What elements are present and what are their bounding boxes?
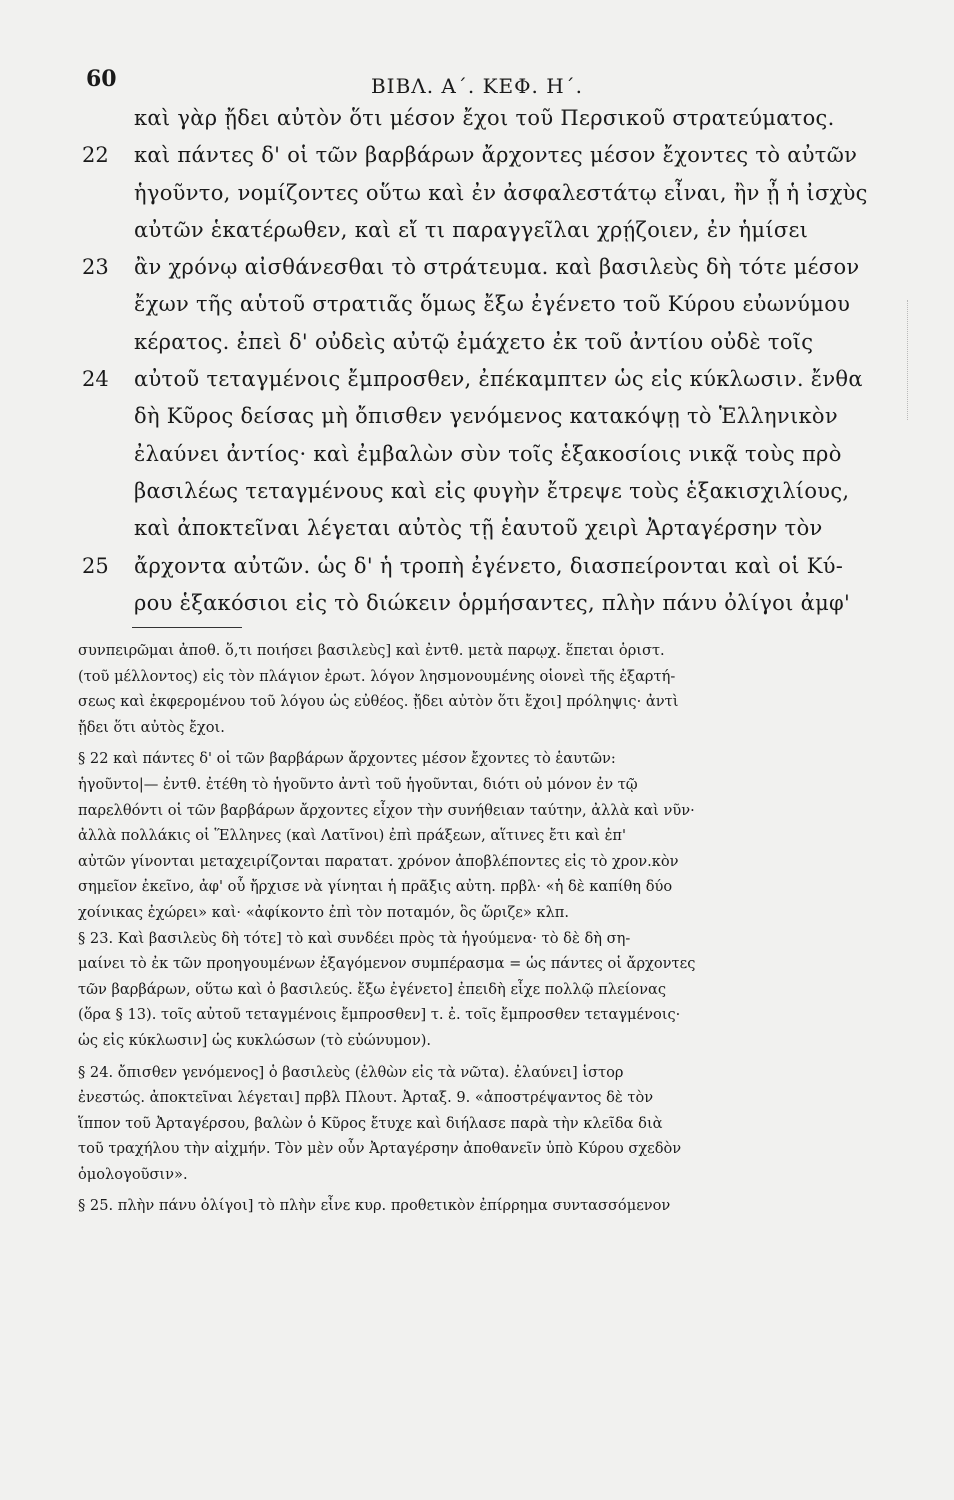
note-line: § 25. πλὴν πάνυ ὀλίγοι] τὸ πλὴν εἶνε κυρ. προθετικὸν ἐπίρρημα συντασσόμενον — [78, 1197, 671, 1215]
note-line: (ὅρα § 13). τοῖς αὐτοῦ τεταγμένοις ἔμπροσθεν] τ. ἐ. τοῖς ἔμπροσθεν τεταγμένοις· — [78, 1006, 681, 1024]
note-line: ἀλλὰ πολλάκις οἱ Ἕλληνες (καὶ Λατῖνοι) ἐπὶ πράξεων, αἵτινες ἔτι καὶ ἐπ' — [78, 827, 627, 845]
note-line: συνπειρῶμαι ἀποθ. ὅ,τι ποιήσει βασιλεὺς] καὶ ἐντθ. μετὰ παρῳχ. ἕπεται ὁριστ. — [78, 642, 665, 659]
line-text: ἔχων τῆς αὑτοῦ στρατιᾶς ὅμως ἔξω ἐγένετο τοῦ Κύρου εὐωνύμου — [134, 292, 851, 317]
note-line: § 24. ὄπισθεν γενόμενος] ὁ βασιλεὺς (ἐλθὼν εἰς τὰ νῶτα). ἐλαύνει] ἱστορ — [78, 1063, 624, 1081]
text-line — [82, 249, 902, 286]
note-line: σεως καὶ ἐκφερομένου τοῦ λόγου ὡς εὐθέος. ᾔδει αὐτὸν ὅτι ἔχοι] πρόληψις· ἀντὶ — [78, 693, 679, 711]
text-line — [82, 548, 902, 585]
text-line — [82, 510, 902, 547]
line-text: καὶ γὰρ ᾔδει αὐτὸν ὅτι μέσον ἔχοι τοῦ Περσικοῦ στρατεύματος. — [134, 106, 835, 130]
line-text: ἡγοῦντο, νομίζοντες οὕτω καὶ ἐν ἀσφαλεστάτῳ εἶναι, ἢν ᾖ ἡ ἰσχὺς — [134, 180, 868, 205]
line-text: ἂν χρόνῳ αἰσθάνεσθαι τὸ στράτευμα. καὶ βασιλεὺς δὴ τότε μέσον — [134, 255, 860, 280]
note-line: § 23. Καὶ βασιλεὺς δὴ τότε] τὸ καὶ συνδέει πρὸς τὰ ἡγούμενα· τὸ δὲ δὴ ση- — [78, 929, 631, 947]
note-line: τῶν βαρβάρων, οὕτω καὶ ὁ βασιλεύς. ἔξω ἐγένετο] ἐπειδὴ εἶχε πολλῷ πλείονας — [78, 980, 666, 998]
line-text: αὐτῶν ἑκατέρωθεν, καὶ εἴ τι παραγγεῖλαι χρῄζοιεν, ἐν ἡμίσει — [134, 217, 809, 242]
text-line — [82, 398, 902, 435]
text-line — [82, 286, 902, 323]
text-line — [82, 585, 902, 622]
text-line — [82, 324, 902, 361]
line-text: αὐτοῦ τεταγμένοις ἔμπροσθεν, ἐπέκαμπτεν ὡς εἰς κύκλωσιν. ἔνθα — [134, 367, 863, 392]
line-text: βασιλέως τεταγμένους καὶ εἰς φυγὴν ἔτρεψε τοὺς ἑξακισχιλίους, — [134, 478, 850, 503]
text-line — [82, 361, 902, 398]
text-line — [82, 212, 902, 249]
text-line — [82, 137, 902, 174]
note-line: ὁμολογοῦσιν». — [78, 1165, 188, 1183]
footnote-rule — [132, 627, 242, 628]
line-text: ρου ἑξακόσιοι εἰς τὸ διώκειν ὁρμήσαντες, πλὴν πάνυ ὀλίγοι ἀμφ' — [134, 590, 851, 615]
line-text: καὶ πάντες δ' οἱ τῶν βαρβάρων ἄρχοντες μέσον ἔχοντες τὸ αὐτῶν — [134, 143, 858, 168]
note-line: τοῦ τραχήλου τὴν αἰχμήν. Τὸν μὲν οὖν Ἀρταγέρσην ἀποθανεῖν ὑπὸ Κύρου σχεδὸν — [78, 1140, 682, 1158]
note-line: παρελθόντι οἱ τῶν βαρβάρων ἄρχοντες εἶχον τὴν συνήθειαν ταύτην, ἀλλὰ καὶ νῦν· — [78, 801, 695, 819]
running-head: ΒΙΒΛ. Α΄. ΚΕΦ. Η΄. — [370, 74, 584, 98]
line-text: καὶ ἀποκτεῖναι λέγεται αὐτὸς τῇ ἑαυτοῦ χειρὶ Ἀρταγέρσην τὸν — [134, 516, 823, 541]
main-text-block — [82, 100, 902, 622]
section-number: 25 — [82, 553, 109, 578]
text-line — [82, 100, 902, 137]
section-number: 22 — [82, 143, 109, 168]
text-line — [82, 436, 902, 473]
note-line: (τοῦ μέλλοντος) εἰς τὸν πλάγιον ἐρωτ. λόγον λησμονουμένης οἱονεὶ τῆς ἐξαρτή- — [78, 667, 676, 685]
note-line: ᾔδει ὅτι αὐτὸς ἔχοι. — [78, 718, 225, 736]
line-text: ἐλαύνει ἀντίος· καὶ ἐμβαλὼν σὺν τοῖς ἑξακοσίοις νικᾷ τοὺς πρὸ — [134, 441, 842, 466]
page-number: 60 — [86, 66, 117, 92]
page-edge-mark — [907, 300, 950, 420]
section-number: 24 — [82, 367, 109, 392]
note-line: χοίνικας ἐχώρει» καὶ· «ἀφίκοντο ἐπὶ τὸν ποταμόν, ὃς ὥριζε» κλπ. — [78, 903, 570, 921]
commentary-notes — [78, 638, 878, 1219]
note-line: ἵππον τοῦ Ἀρταγέρσου, βαλὼν ὁ Κῦρος ἔτυχε καὶ διήλασε παρὰ τὴν κλεῖδα διὰ — [78, 1114, 663, 1132]
line-text: κέρατος. ἐπεὶ δ' οὐδεὶς αὐτῷ ἐμάχετο ἐκ τοῦ ἀντίου οὐδὲ τοῖς — [134, 329, 814, 354]
text-line — [82, 175, 902, 212]
section-number: 23 — [82, 255, 109, 280]
note-line: αὐτῶν γίνονται μεταχειρίζονται παρατατ. χρόνον ἀποβλέποντες εἰς τὸ χρον.κὸν — [78, 852, 679, 870]
note-line: σημεῖον ἐκεῖνο, ἀφ' οὗ ἤρχισε νὰ γίνηται ἡ πρᾶξις αὐτη. πρβλ· «ἡ δὲ καπίθη δύο — [78, 878, 673, 896]
note-line: μαίνει τὸ ἐκ τῶν προηγουμένων ἐξαγόμενον συμπέρασμα = ὡς πάντες οἱ ἄρχοντες — [78, 955, 696, 973]
note-line: ἐνεστώς. ἀποκτεῖναι λέγεται] πρβλ Πλουτ. Ἀρταξ. 9. «ἀποστρέψαντος δὲ τὸν — [78, 1089, 654, 1107]
line-text: ἄρχοντα αὐτῶν. ὡς δ' ἡ τροπὴ ἐγένετο, διασπείρονται καὶ οἱ Κύ- — [134, 553, 844, 578]
text-line — [82, 473, 902, 510]
line-text: δὴ Κῦρος δείσας μὴ ὄπισθεν γενόμενος κατακόψῃ τὸ Ἑλληνικὸν — [134, 404, 838, 429]
note-line: § 22 καὶ πάντες δ' οἱ τῶν βαρβάρων ἄρχοντες μέσον ἔχοντες τὸ ἑαυτῶν: — [78, 750, 616, 768]
note-line: ἡγοῦντο|— ἐντθ. ἐτέθη τὸ ἡγοῦντο ἀντὶ τοῦ ἡγοῦνται, διότι οὐ μόνον ἐν τῷ — [78, 775, 638, 793]
note-line: ὡς εἰς κύκλωσιν] ὡς κυκλώσων (τὸ εὐώνυμον). — [78, 1031, 432, 1049]
